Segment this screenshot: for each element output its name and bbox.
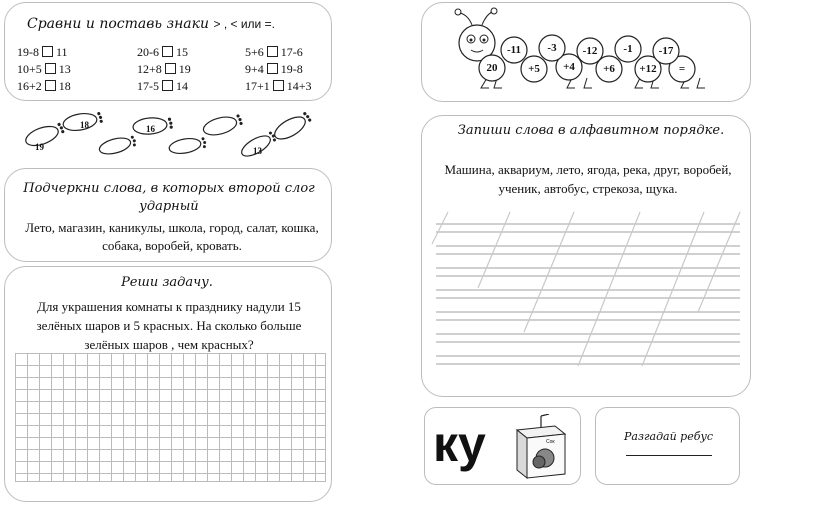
body-segments-icon xyxy=(479,35,695,82)
compare-row-9: 17+1 14+3 xyxy=(245,79,312,93)
compare-title: Сравни и поставь знаки > , < или =. xyxy=(27,16,275,32)
answer-line[interactable] xyxy=(626,455,712,456)
footprint-icon xyxy=(98,134,138,157)
caterpillar-bottom-value: = xyxy=(678,63,686,75)
caterpillar-top-value: -17 xyxy=(658,45,674,57)
compare-card xyxy=(4,2,332,101)
task-card xyxy=(4,266,332,502)
underline-title: Подчеркни слова, в которых второй слог ударный xyxy=(23,181,315,214)
task-text: Для украшения комнаты к празднику надули 15 зелёных шаров и 5 красных. На сколько больше зелёных шаров , чем красных? xyxy=(36,299,302,352)
compare-row-7: 5+6 17-6 xyxy=(245,45,303,59)
task-title: Реши задачу. xyxy=(121,275,213,290)
footprint-number: 19 xyxy=(35,142,44,152)
caterpillar-top-value: -11 xyxy=(506,44,522,56)
juice-box-label: Сок xyxy=(546,439,555,445)
footprints-row xyxy=(20,110,320,165)
caterpillar-top-value: -12 xyxy=(582,45,598,57)
compare-row-5: 12+8 19 xyxy=(137,62,191,76)
caterpillar-bottom-value: +12 xyxy=(639,63,657,75)
alphabet-title: Запиши слова в алфавитном порядке. xyxy=(457,123,725,138)
footprint-number: 16 xyxy=(146,124,155,134)
rebus-syllable: ку xyxy=(433,416,486,472)
footprint-number: 13 xyxy=(253,146,262,156)
answer-grid[interactable] xyxy=(15,353,326,482)
caterpillar-card xyxy=(421,2,751,102)
alphabet-text: Машина, аквариум, лето, ягода, река, друг, воробей, ученик, автобус, стрекоза, щука. xyxy=(444,162,732,196)
writing-lines[interactable] xyxy=(428,202,746,386)
rebus-picture-card xyxy=(424,407,581,485)
footprint-icon xyxy=(168,135,207,155)
caterpillar-top-value: -1 xyxy=(623,43,633,55)
footprint-icon xyxy=(271,110,313,143)
caterpillar-bottom-value: 20 xyxy=(486,62,498,74)
compare-row-6: 17-5 14 xyxy=(137,79,188,93)
caterpillar-top-value: -3 xyxy=(547,42,557,54)
compare-row-1: 19-8 11 xyxy=(17,45,68,59)
caterpillar-bottom-value: +4 xyxy=(563,61,575,73)
juice-box-icon xyxy=(511,414,571,480)
legs-icon xyxy=(481,78,705,88)
underline-card xyxy=(4,168,332,262)
compare-row-2: 10+5 13 xyxy=(17,62,71,76)
antenna-icon xyxy=(455,8,497,25)
compare-row-4: 20-6 15 xyxy=(137,45,188,59)
compare-row-8: 9+4 19-8 xyxy=(245,62,303,76)
alphabet-card xyxy=(421,115,751,397)
footprint-icon xyxy=(23,121,66,150)
rebus-title-card xyxy=(595,407,740,485)
underline-text: Лето, магазин, каникулы, школа, город, салат, кошка, собака, воробей, кровать. xyxy=(25,220,319,253)
rebus-title: Разгадай ребус xyxy=(624,430,713,443)
caterpillar-bottom-value: +5 xyxy=(528,63,540,75)
compare-row-3: 16+2 18 xyxy=(17,79,71,93)
footprint-icon xyxy=(202,112,244,138)
caterpillar-bottom-value: +6 xyxy=(603,63,615,75)
footprint-number: 18 xyxy=(80,120,89,130)
